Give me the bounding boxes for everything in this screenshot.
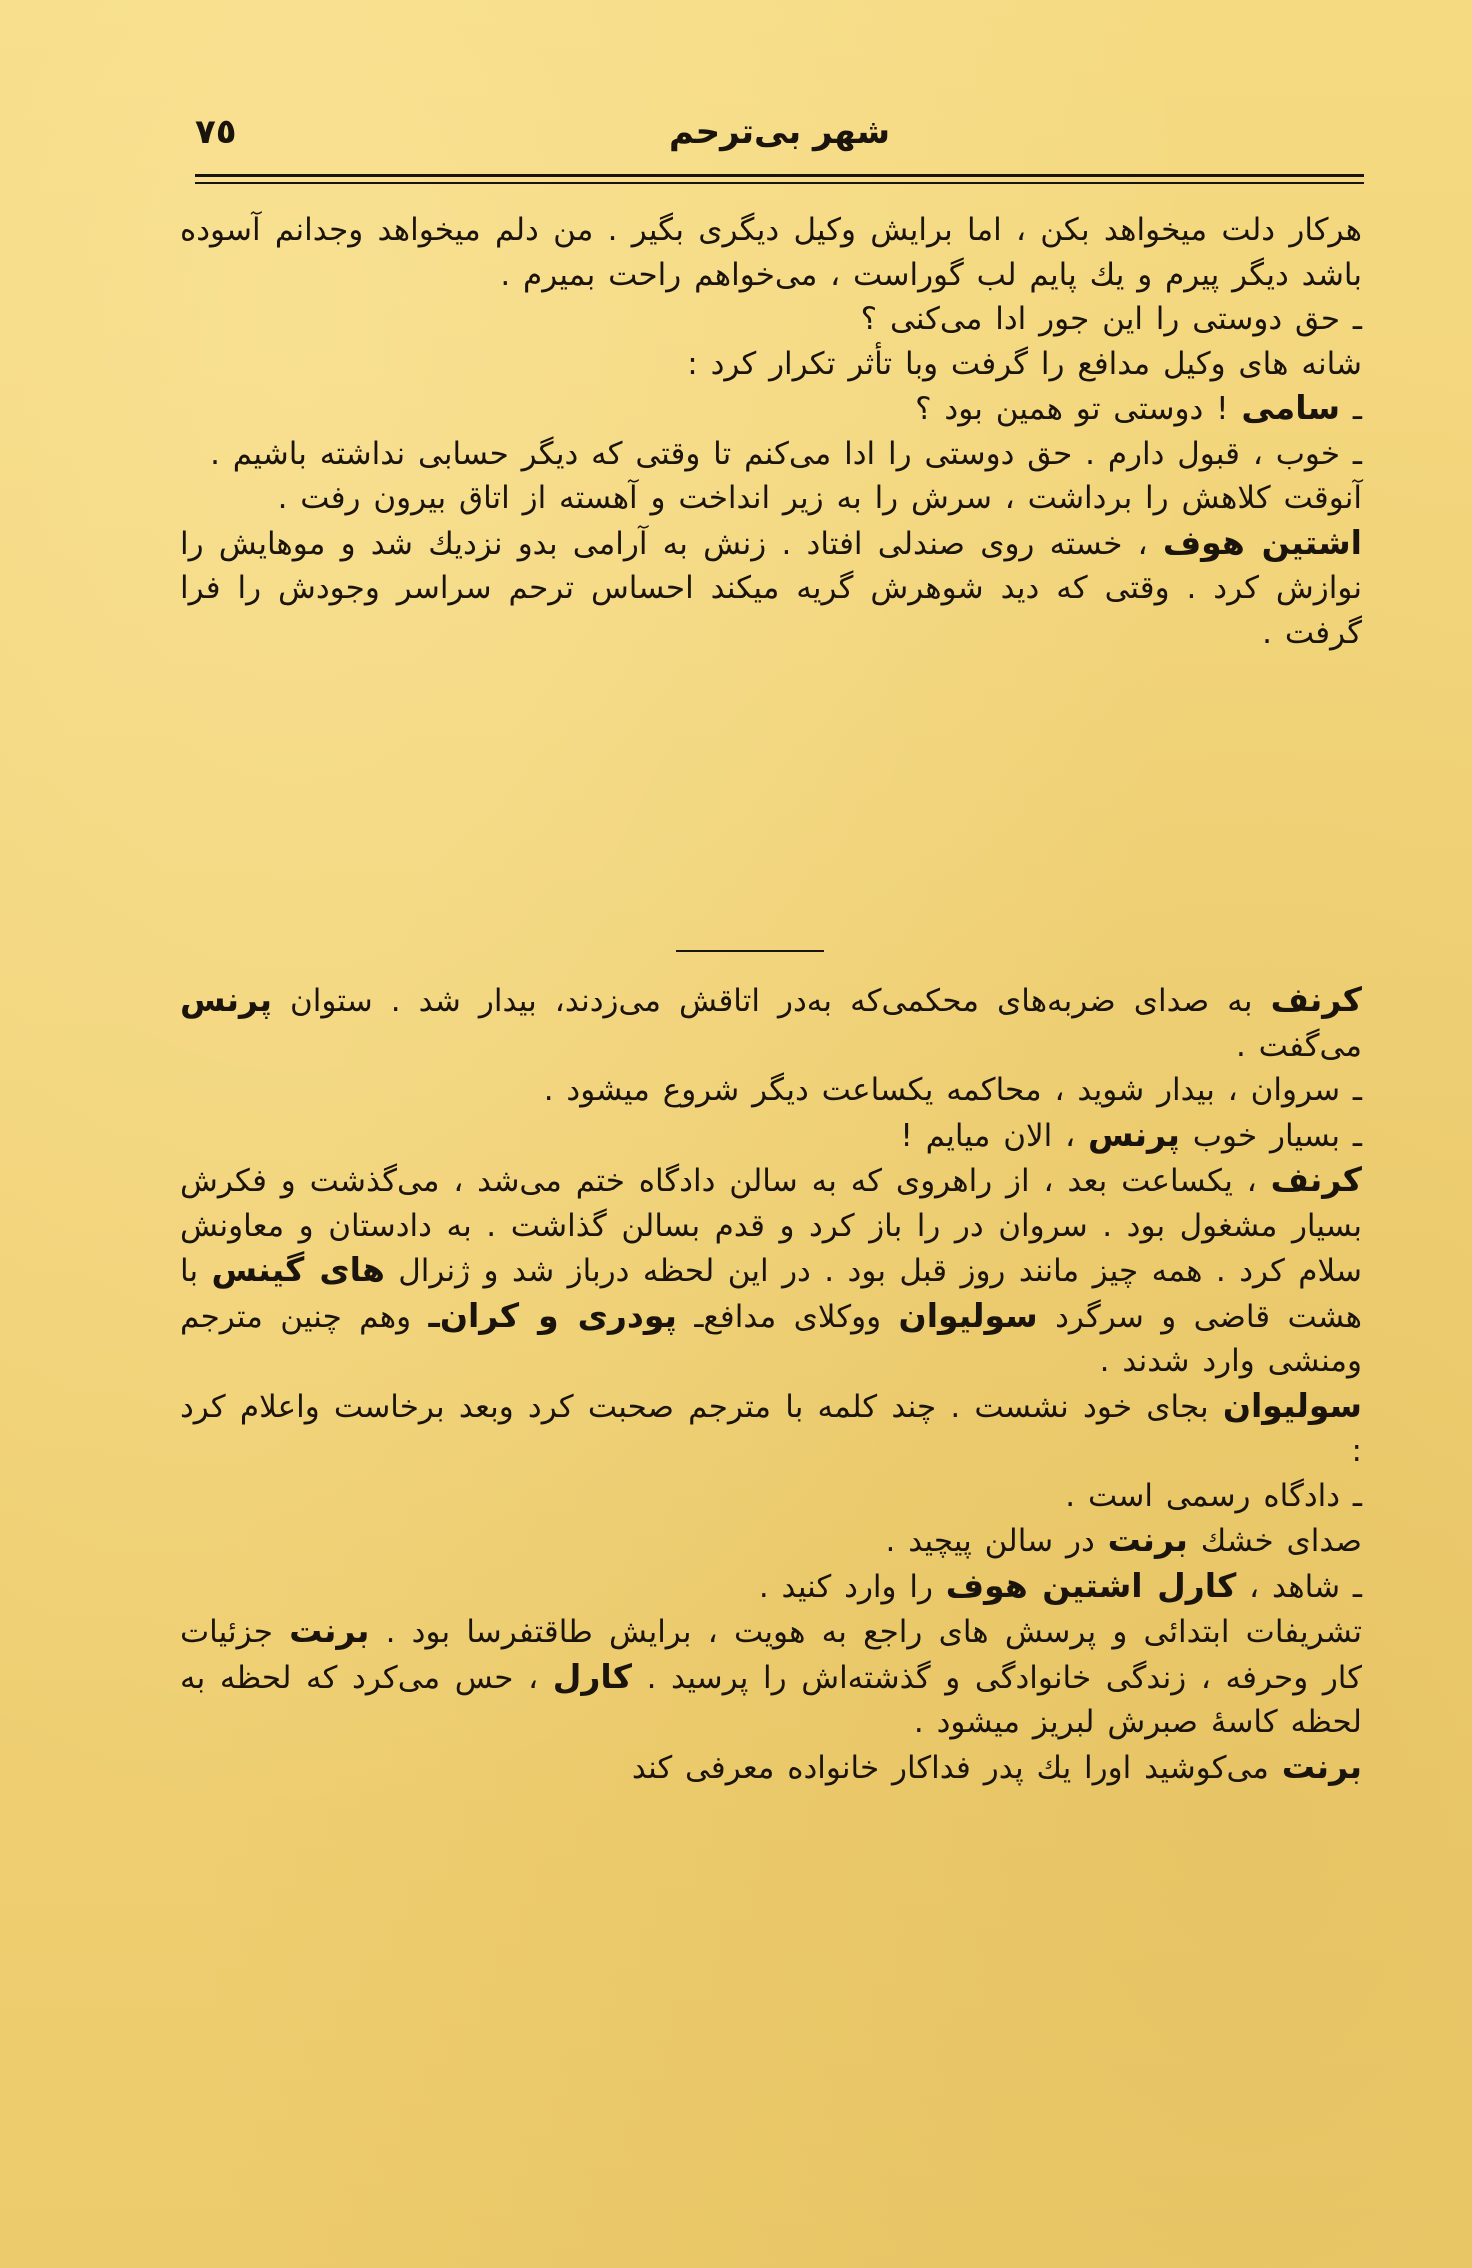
paragraph [180,1474,1362,1519]
paragraph [180,1068,1362,1113]
text-run: ـ حق دوستی را این جور ادا می‌کنی ؟ [860,301,1362,337]
text-run: آنوقت کلاهش را برداشت ، سرش را به زیر انداخت و آهسته از اتاق بیرون رفت . [277,480,1362,516]
bold-name: پودری و کران‌ـ [428,1295,677,1335]
text-run: ـ خوب ، قبول دارم . حق دوستی را ادا می‌کنم تا وقتی که دیگر حسابی نداشته باشیم . [210,435,1362,472]
bold-name: اشتین هوف [1162,522,1362,562]
text-run: به صدای ضربه‌های محکمی‌که به‌در اتاقش می‌زدند، بیدار شد . ستوان [271,983,1271,1019]
text-run: ! دوستی تو همین بود ؟ [915,391,1242,427]
paragraph [180,1158,1362,1384]
paragraph [180,978,1362,1068]
bold-name: پرنس [180,980,272,1019]
text-run: جزئیات کار وحرفه ، زندگی خانوادگی و گذشته‌اش را پرسید . [180,1614,1362,1696]
paragraph [180,297,1362,342]
text-run: با هشت قاضی و سرگرد [180,1253,1362,1335]
text-run: بجای خود نشست . چند کلمه با مترجم صحبت کرد وبعد برخاست واعلام کرد : [180,1388,1362,1469]
paragraph [180,1113,1362,1159]
text-run: ووکلای مدافع‌ـ [676,1298,899,1335]
bold-name: کارل اشتین هوف [945,1565,1237,1605]
bold-name: های گینس [211,1250,385,1289]
bold-name: برنت [289,1611,370,1650]
bold-name: پرنس [1087,1114,1180,1154]
bold-name: سولیوان [1222,1385,1362,1425]
paragraph [180,521,1362,656]
text-run: شانه های وکیل مدافع را گرفت وبا تأثر تکرار کرد : [687,345,1362,382]
paragraph [180,1384,1362,1474]
bold-name: کرنف [1270,980,1362,1019]
page-number: ٧٥ [195,112,237,152]
text-run: صدای خشك [1187,1523,1362,1559]
text-run: تشریفات ابتدائی و پرسش های راجع به هویت ، برایش طاقتفرسا بود . [369,1614,1363,1650]
text-run: ـ شاهد ، [1236,1568,1362,1605]
bold-name: برنت [1281,1746,1362,1786]
text-run: در سالن پیچید . [885,1523,1108,1559]
text-run: وهم چنین مترجم ومنشی وارد شدند . [180,1298,1362,1379]
text-run: ، یکساعت بعد ، از راهروی که به سالن دادگاه ختم می‌شد ، می‌گذشت و فکرش بسیار مشغول بود . سروان در را باز کرد و قدم بسالن گذاشت . به دادستان و معاونش سلام کرد . همه چیز مانند روز قبل بود . در این لحظه درباز شد و ژنرال [180,1163,1362,1289]
text-run: ـ دادگاه رسمی است . [1065,1477,1362,1514]
text-run: ، حس می‌کرد که لحظه به لحظه کاسهٔ صبرش لبریز میشود . [180,1659,1362,1740]
paragraph [180,342,1362,387]
text-run: می‌کوشید اورا یك پدر فداکار خانواده معرفی کند [631,1749,1282,1786]
text-run: ـ [1340,391,1362,427]
text-run: ـ سروان ، بیدار شوید ، محاکمه یکساعت دیگر شروع میشود . [543,1072,1362,1108]
body-text-section-2 [180,978,1362,1790]
paragraph [180,208,1362,297]
text-run: ، الان میایم ! [900,1117,1088,1154]
paragraph [180,476,1362,521]
text-run: را وارد کنید . [758,1568,946,1605]
section-separator [676,950,824,952]
running-title: شهر بی‌ترحم [668,112,891,152]
text-run: ـ بسیار خوب [1179,1117,1362,1154]
paragraph [180,1564,1362,1610]
header-rule-thin [195,182,1364,184]
bold-name: کارل [552,1656,632,1696]
header-rule-thick [195,174,1364,177]
text-run: هرکار دلت میخواهد بکن ، اما برایش وکیل دیگری بگیر . من دلم میخواهد وجدانم آسوده باشد دیگر پیرم و یك پایم لب گوراست ، می‌خواهم راحت بمیرم . [180,212,1362,293]
bold-name: سامی [1241,388,1341,427]
paragraph [180,1745,1362,1791]
bold-name: کرنف [1270,1160,1362,1199]
body-text-section-1 [180,208,1362,655]
paragraph [180,432,1362,477]
text-run: می‌گفت . [1235,1027,1362,1064]
text-run: ، خسته روی صندلی افتاد . زنش به آرامی بدو نزدیك شد و موهایش را نوازش کرد . وقتی که دید شوهرش گریه میکند احساس ترحم سراسر وجودش را فرا گرفت . [180,525,1362,651]
bold-name: برنت [1107,1520,1188,1559]
page-header [195,100,1364,180]
paragraph [180,386,1362,432]
bold-name: سولیوان [898,1295,1038,1335]
paragraph [180,1609,1362,1745]
paragraph [180,1518,1362,1564]
